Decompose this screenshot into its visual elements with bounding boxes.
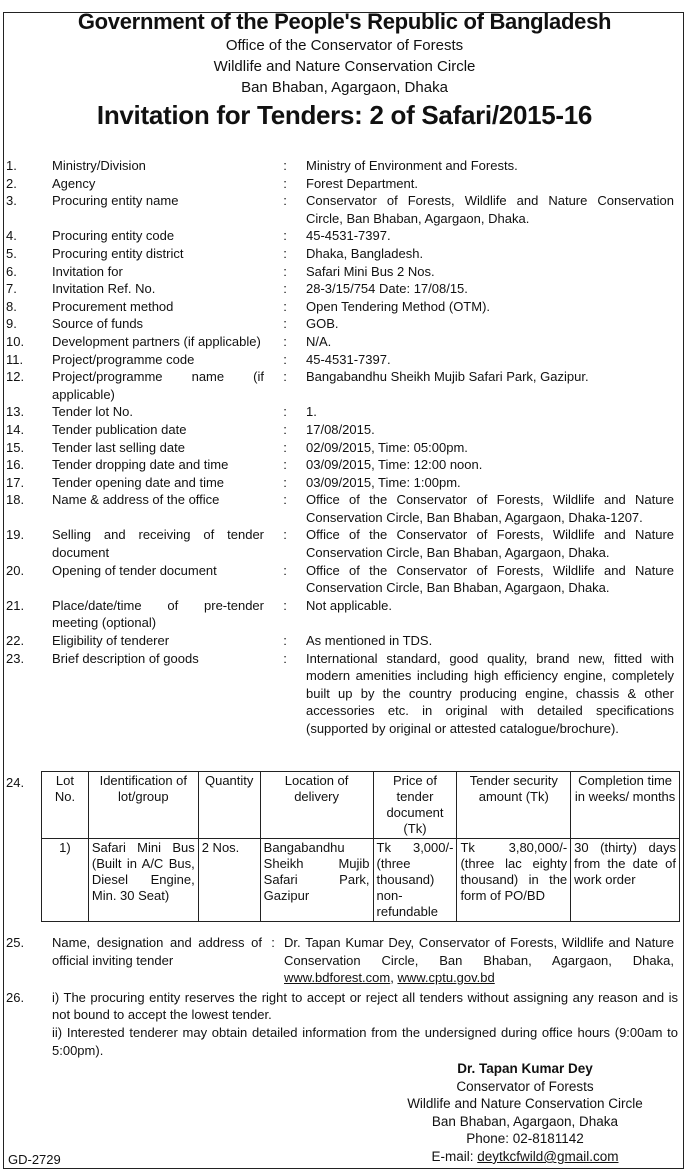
bdforest-link[interactable]: www.bdforest.com [284,970,391,986]
item-value: Forest Department. [306,175,418,191]
item-label: Eligibility of tenderer [52,633,170,649]
signatory-circle: Wildlife and Nature Conservation Circle [407,1096,643,1112]
item-separator: : [283,298,287,314]
item-value: Conservator of Forests, Wildlife and Nature Conservation Circle, Ban Bhaban, Agargaon, Dhaka. [306,193,674,226]
item-label: Procuring entity name [52,193,179,209]
item-separator: : [283,474,287,490]
item-value: Ministry of Environment and Forests. [306,158,518,173]
item-label: Procurement method [52,298,174,314]
item-value: 03/09/2015, Time: 1:00pm. [306,474,461,490]
signatory-title: Conservator of Forests [456,1078,594,1094]
item-value: Office of the Conservator of Forests, Wildlife and Nature Conservation Circle, Ban Bhaban, Agargaon, Dhaka. [306,527,674,561]
signatory-phone: Phone: 02-8181142 [466,1131,584,1147]
office-address: Ban Bhaban, Agargaon, Dhaka [241,79,448,96]
email-label: E-mail: [431,1148,478,1164]
item-value: 28-3/15/754 Date: 17/08/15. [306,281,468,297]
item-number: 9. [6,316,17,332]
terms-line-1: i) The procuring entity reserves the right to accept or reject all tenders without assigning any reason and is not bound to accept the lowest tender. [52,989,678,1023]
item-separator: : [283,263,287,279]
cell-location: Bangabandhu Sheikh Mujib Safari Park, Gazipur [260,839,373,922]
item-value: Not applicable. [306,597,392,613]
gd-code: GD-2729 [8,1152,61,1167]
cptu-link[interactable]: www.cptu.gov.bd [397,970,495,986]
list-item [0,562,689,597]
item-label: Procuring entity district [52,245,184,261]
item-number: 3. [6,193,17,209]
item-separator: : [283,404,287,420]
list-item [0,491,689,526]
list-item [0,175,689,193]
list-item [0,368,689,403]
item-number: 22. [6,633,25,649]
terms-line-2: ii) Interested tenderer may obtain detailed information from the undersigned during office hours (9:00am to 5:00pm). [52,1024,678,1058]
item-separator: : [283,281,287,297]
item-value: Bangabandhu Sheikh Mujib Safari Park, Gazipur. [306,369,589,385]
item-number: 14. [6,421,25,437]
list-item [0,439,689,457]
item-number: 18. [6,492,25,508]
item-value: Safari Mini Bus 2 Nos. [306,263,435,279]
item-value: 45-4531-7397. [306,351,391,367]
item-25 [0,934,689,987]
list-item [0,351,689,369]
link-separator: , [390,970,398,986]
item-separator: : [283,175,287,191]
item-separator: : [283,421,287,437]
item-separator: : [283,562,287,578]
item-number: 26. [6,989,25,1005]
official-details: Dr. Tapan Kumar Dey, Conservator of Forests, Wildlife and Nature Conservation Circle, Ban Bhaban, Agargaon, Dhaka, [284,935,674,968]
item-value: 17/08/2015. [306,421,375,437]
item-label: Agency [52,175,96,191]
header-location: Location of delivery [260,772,373,839]
item-value [284,934,674,987]
item-number: 12. [6,369,25,385]
item-label: Invitation Ref. No. [52,281,156,297]
item-separator: : [283,650,287,666]
item-label: Invitation for [52,263,123,279]
item-value: GOB. [306,316,339,332]
header-price: Price of tender document (Tk) [373,772,457,839]
list-item [0,597,689,632]
item-number: 4. [6,228,17,244]
header-lot-no: Lot No. [42,772,89,839]
list-item [0,192,689,227]
item-separator: : [283,597,287,613]
item-label: Tender dropping date and time [52,457,229,473]
item-number: 10. [6,333,25,349]
item-number: 5. [6,245,17,261]
item-label: Source of funds [52,316,144,332]
item-number: 8. [6,298,17,314]
item-value: Office of the Conservator of Forests, Wildlife and Nature Conservation Circle, Ban Bhaban, Agargaon, Dhaka. [306,562,674,596]
government-title: Government of the People's Republic of Bangladesh [77,9,612,34]
item-separator: : [283,158,287,173]
list-item [0,403,689,421]
item-number: 19. [6,527,25,543]
item-label: Name, designation and address of official inviting tender [52,935,262,968]
item-value: 02/09/2015, Time: 05:00pm. [306,439,468,455]
item-number: 7. [6,281,17,297]
item-label: Selling and receiving of tender document [52,527,264,561]
list-item [0,526,689,561]
item-number: 21. [6,597,25,613]
item-number: 17. [6,474,25,490]
item-label: Tender publication date [52,421,187,437]
item-number: 13. [6,404,25,420]
item-value: Dhaka, Bangladesh. [306,245,424,261]
item-separator: : [283,316,287,332]
item-label: Name & address of the office [52,492,220,508]
item-separator: : [283,228,287,244]
list-item [0,650,689,738]
item-number: 15. [6,439,25,455]
item-separator: : [283,527,287,543]
item-label: Project/programme name (if applicable) [52,369,264,402]
item-number: 2. [6,175,17,191]
item-label: Brief description of goods [52,650,199,666]
invitation-title: Invitation for Tenders: 2 of Safari/2015-16 [96,100,593,130]
cell-identification: Safari Mini Bus (Built in A/C Bus, Diesel Engine, Min. 30 Seat) [88,839,198,922]
item-number: 25. [6,935,25,950]
cell-completion: 30 (thirty) days from the date of work order [571,839,680,922]
cell-lot-no: 1) [42,839,89,922]
item-separator: : [283,351,287,367]
item-label: Place/date/time of pre-tender meeting (optional) [52,597,264,631]
office-name: Office of the Conservator of Forests [225,37,464,54]
item-separator: : [283,457,287,473]
item-separator: : [283,492,287,508]
item-number: 23. [6,650,25,666]
item-label: Opening of tender document [52,562,217,578]
signatory-name: Dr. Tapan Kumar Dey [457,1061,593,1076]
list-item [0,333,689,351]
item-label: Development partners (if applicable) [52,333,261,349]
item-value: 1. [306,404,317,420]
list-item [0,421,689,439]
table-row [42,839,680,922]
list-item [0,280,689,298]
list-item [0,157,689,175]
item-label: Project/programme code [52,351,195,367]
item-label: Procuring entity code [52,228,175,244]
item-separator: : [283,245,287,261]
cell-price: Tk 3,000/- (three thousand) non-refundable [373,839,457,922]
item-value: Open Tendering Method (OTM). [306,298,491,314]
lot-table-header [42,772,680,839]
item-number: 24. [6,775,25,790]
header-identification: Identification of lot/group [88,772,198,839]
list-item [0,227,689,245]
item-26 [0,989,689,1059]
circle-name: Wildlife and Nature Conservation Circle [213,58,476,75]
list-item [0,263,689,281]
list-item [0,245,689,263]
item-value: Office of the Conservator of Forests, Wildlife and Nature Conservation Circle, Ban Bhaban, Agargaon, Dhaka-1207. [306,492,674,525]
item-value: N/A. [306,333,332,349]
header-quantity: Quantity [198,772,260,839]
signatory-email [380,1148,670,1166]
item-number: 1. [6,158,17,173]
item-label: Tender lot No. [52,404,133,420]
header-security: Tender security amount (Tk) [457,772,571,839]
item-number: 20. [6,562,25,578]
item-label: Ministry/Division [52,158,146,173]
list-item [0,632,689,650]
item-separator: : [283,369,287,385]
list-item [0,298,689,316]
list-item [0,474,689,492]
item-separator: : [271,935,275,950]
item-value: 45-4531-7397. [306,228,391,244]
tender-items-list [0,157,689,738]
signature-block [380,1060,670,1166]
item-label: Tender opening date and time [52,474,225,490]
item-number: 11. [6,351,24,367]
item-value: International standard, good quality, brand new, fitted with modern amenities including high efficiency engine, completely built up by the country producing engine, chassis & other accessories etc. in original with detailed specifications (supported by original or attested catalogue/brochure). [306,650,674,736]
closing-items [0,934,689,1059]
item-separator: : [283,633,287,649]
lot-table [41,771,680,922]
item-label: Tender last selling date [52,439,185,455]
cell-quantity: 2 Nos. [198,839,260,922]
signatory-address: Ban Bhaban, Agargaon, Dhaka [431,1113,619,1129]
terms-text [52,989,678,1059]
header-completion: Completion time in weeks/ months [571,772,680,839]
item-number: 16. [6,457,25,473]
item-separator: : [283,193,287,209]
item-value: As mentioned in TDS. [306,633,433,649]
cell-security: Tk 3,80,000/- (three lac eighty thousand) in the form of PO/BD [457,839,571,922]
item-separator: : [283,333,287,349]
item-number: 6. [6,263,17,279]
list-item [0,315,689,333]
email-link[interactable]: deytkcfwild@gmail.com [477,1148,619,1164]
list-item [0,456,689,474]
item-separator: : [283,439,287,455]
item-value: 03/09/2015, Time: 12:00 noon. [306,457,483,473]
